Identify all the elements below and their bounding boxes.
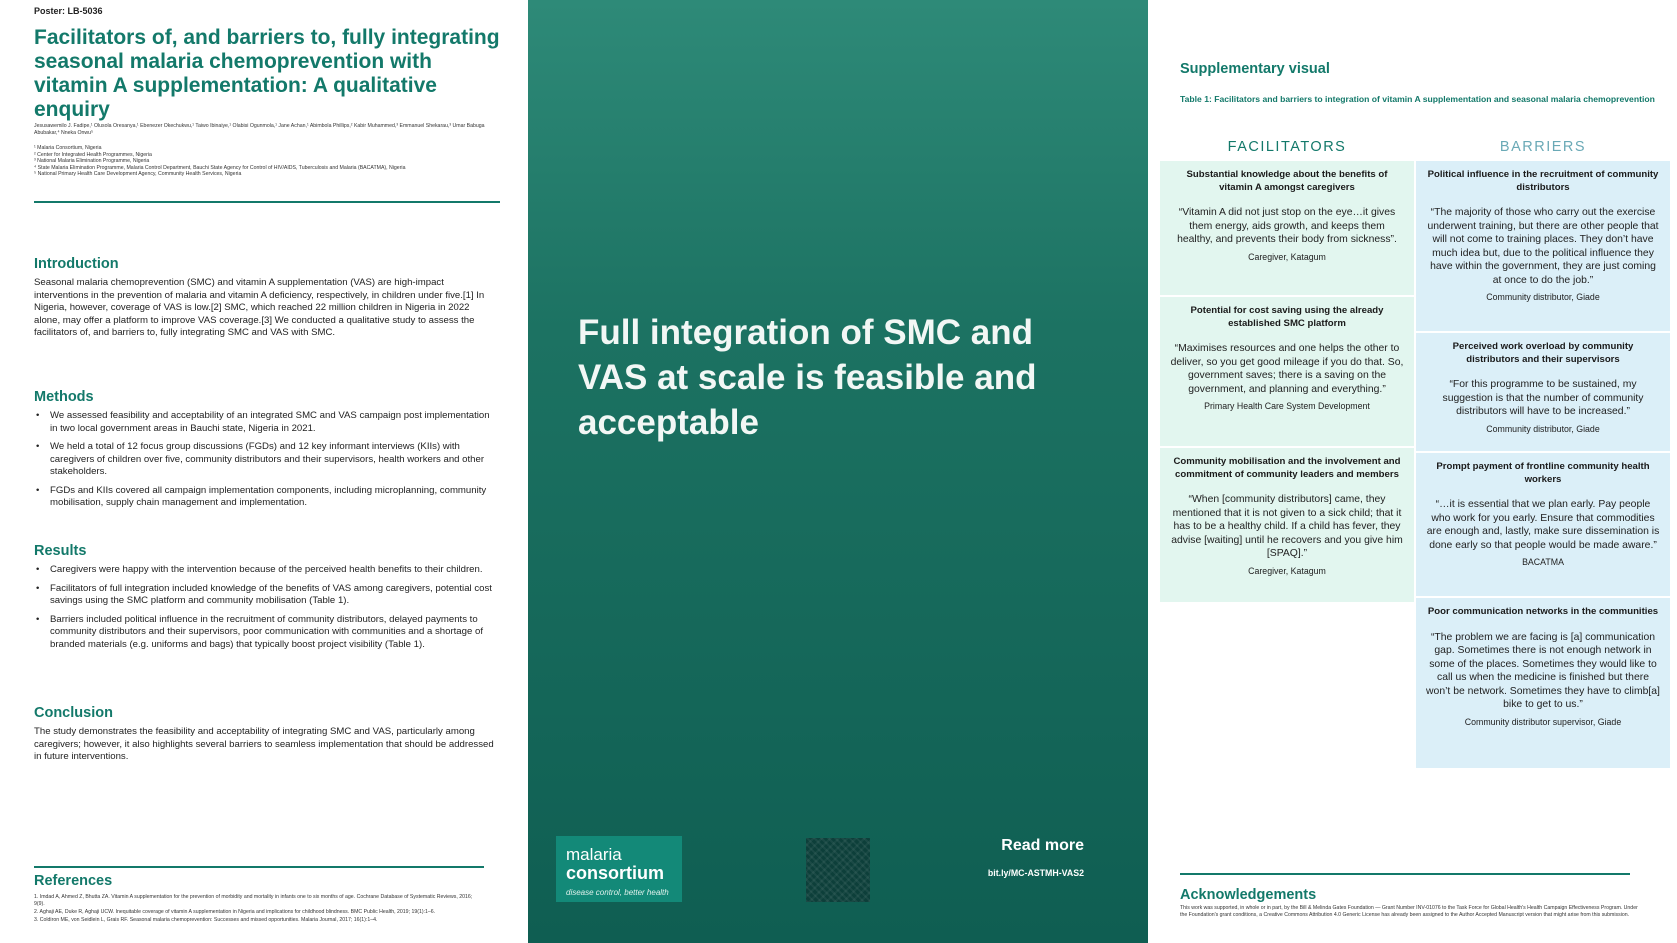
left-column — [0, 0, 528, 943]
list-item: • We held a total of 12 focus group discussions (FGDs) and 12 key informant interviews (KIIs) with caregivers of children over five, community distributors and their supervisors, health workers and other stakeholders. — [34, 441, 496, 479]
barrier-quote: “The majority of those who carry out the exercise underwent training, but there are other people that will not come to training places. They don’t have much idea but, due to the political influence they have within the government, they are just coming at once to do the job.” — [1427, 207, 1659, 286]
reference-item: 2. Aghaji AE, Duke R, Aghaji UCW. Inequitable coverage of vitamin A supplementation in Nigeria and implications for childhood blindness. BMC Public Health, 2019; 19(1):1–6. — [34, 908, 436, 915]
poster-title: Facilitators of, and barriers to, fully integrating seasonal malaria chemoprevention with vitamin A supplementation: A qualitative enquiry — [34, 26, 500, 121]
supplementary-heading: Supplementary visual — [1180, 61, 1330, 77]
facilitators-column-header: FACILITATORS — [1227, 139, 1347, 155]
affiliation-item: ² Center for Integrated Health Programmes, Nigeria — [34, 151, 152, 158]
facilitator-heading: Community mobilisation and the involvement and commitment of community leaders and members — [1173, 456, 1401, 480]
facilitator-quote: “When [community distributors] came, they mentioned that it is not given to a sick child; that it has to be a healthy child. If a child has fever, they advise [waiting] until he recovers and you give him [SPAQ].” — [1171, 494, 1403, 559]
acknowledgements-text: This work was supported, in whole or in part, by the Bill & Melinda Gates Foundation — Grant Number INV-01076 to the Task Force for Global Health's Health Campaign Effectiveness Program. Under the Foundation's grant conditions, a Creative Commons Attribution 4.0 Generic License has already been assigned to the Author Accepted Manuscript version that might arise from this submission. — [1180, 905, 1638, 918]
affiliation-list — [34, 145, 494, 178]
qr-code-icon[interactable] — [806, 838, 870, 902]
barrier-quote: “The problem we are facing is [a] communication gap. Sometimes there is not enough network in some of the places. Sometimes they would like to call us when the medicine is finished but there won’t be network. Sometimes they have to climb[a] bike to get to us.” — [1426, 631, 1660, 710]
acknowledgements-divider — [1180, 873, 1630, 875]
facilitator-heading: Potential for cost saving using the already established SMC platform — [1190, 305, 1384, 329]
barrier-card — [1416, 598, 1670, 768]
barrier-source: Community distributor, Giade — [1486, 423, 1600, 434]
methods-heading: Methods — [34, 389, 94, 405]
methods-list — [34, 410, 496, 516]
logo-word-consortium: consortium — [566, 863, 665, 883]
facilitator-heading: Substantial knowledge about the benefits of vitamin A amongst caregivers — [1186, 169, 1388, 193]
list-item: • Facilitators of full integration included knowledge of the benefits of VAS among caregivers, potential cost savings using the SMC platform and community mobilisation (Table 1). — [34, 583, 496, 608]
read-more-label: Read more — [1001, 837, 1084, 854]
results-heading: Results — [34, 543, 87, 559]
barrier-heading: Political influence in the recruitment of community distributors — [1427, 169, 1659, 193]
acknowledgements-heading: Acknowledgements — [1180, 887, 1317, 903]
barrier-quote: “…it is essential that we plan early. Pay people who work for you early. Ensure that commodities are enough and, lastly, make sure dissemination is done early so that people would be made aware.” — [1426, 499, 1660, 551]
facilitator-card — [1160, 297, 1414, 446]
affiliation-item: ³ National Malaria Elimination Programme, Nigeria — [34, 158, 150, 165]
references-heading: References — [34, 873, 113, 889]
facilitator-card — [1160, 448, 1414, 602]
facilitator-card — [1160, 161, 1414, 295]
malaria-consortium-logo — [556, 836, 682, 902]
conclusion-heading: Conclusion — [34, 705, 113, 721]
right-column — [1148, 0, 1677, 943]
barrier-source: BACATMA — [1522, 557, 1564, 567]
barrier-heading: Poor communication networks in the communities — [1427, 606, 1659, 617]
facilitator-quote: “Maximises resources and one helps the other to deliver, so you get good mileage if you do that. So, government saves; there is a saving on the government, and planning and everything.” — [1170, 343, 1404, 395]
barrier-source: Community distributor supervisor, Giade — [1464, 716, 1622, 727]
reference-item: 3. Coldiron ME, von Seidlein L, Grais RF. Seasonal malaria chemoprevention: Successes and missed opportunities. Malaria Journal, 2017; 16(1):1–4. — [34, 916, 378, 923]
affiliation-item: ⁵ National Primary Health Care Development Agency, Community Health Services, Nigeria — [34, 171, 242, 178]
results-list — [34, 564, 496, 657]
list-item: • FGDs and KIIs covered all campaign implementation components, including microplanning, community mobilisation, supply chain management and implementation. — [34, 485, 496, 510]
logo-word-malaria: malaria — [566, 845, 622, 864]
list-item: • Caregivers were happy with the intervention because of the perceived health benefits to their children. — [34, 564, 496, 577]
barrier-source: Community distributor, Giade — [1486, 292, 1600, 302]
key-message: Full integration of SMC and VAS at scale is feasible and acceptable — [578, 313, 1037, 442]
barrier-quote: “For this programme to be sustained, my suggestion is that the number of community distributors will have to be increased.” — [1442, 379, 1644, 417]
introduction-heading: Introduction — [34, 256, 119, 272]
references-divider — [34, 866, 484, 868]
barrier-card — [1416, 453, 1670, 596]
facilitator-source: Caregiver, Katagum — [1248, 251, 1326, 262]
introduction-text: Seasonal malaria chemoprevention (SMC) and vitamin A supplementation (VAS) are high-impact interventions in the prevention of malaria and vitamin A deficiency, respectively, in children under five.[1] In Nigeria, however, coverage of VAS is low.[2] SMC, which reached 22 million children in Nigeria in 2022 alone, may offer a platform to improve VAS coverage.[3] We conducted a qualitative study to assess the facilitators of, and barriers to, fully integrating SMC and VAS with SMC. — [34, 277, 485, 338]
facilitator-quote: “Vitamin A did not just stop on the eye…it gives them energy, aids growth, and keeps them healthy, and prevents their body from sickness”. — [1177, 207, 1397, 245]
list-item: • We assessed feasibility and acceptability of an integrated SMC and VAS campaign post implementation in two local government areas in Bauchi state, Nigeria in 2021. — [34, 410, 496, 435]
barrier-card — [1416, 333, 1670, 451]
reference-item: 1. Imdad A, Ahmed Z, Bhutta ZA. Vitamin A supplementation for the prevention of morbidity and mortality in infants one to six months of age. Cochrane Database of Systematic Reviews, 2016; 9(9). — [34, 894, 473, 907]
read-more-link[interactable]: bit.ly/MC-ASTMH-VAS2 — [987, 868, 1084, 878]
facilitator-source: Caregiver, Katagum — [1248, 565, 1326, 576]
conclusion-text: The study demonstrates the feasibility and acceptability of integrating SMC and VAS, particularly among caregivers; however, it also highlights several barriers to seamless implementation that should be addressed in future interventions. — [34, 726, 494, 762]
poster-id: Poster: LB-5036 — [34, 6, 103, 16]
barrier-heading: Prompt payment of frontline community health workers — [1436, 461, 1650, 485]
affiliation-item: ¹ Malaria Consortium, Nigeria — [34, 145, 102, 151]
reference-list — [34, 894, 484, 925]
affiliation-item: ⁴ State Malaria Elimination Programme, Malaria Control Department, Bauchi State Agency for Control of HIV/AIDS, Tuberculosis and Malaria (BACATMA), Nigeria — [34, 164, 406, 171]
key-message-panel — [528, 0, 1148, 943]
logo-tagline: disease control, better health — [566, 888, 669, 897]
barrier-heading: Perceived work overload by community distributors and their supervisors — [1452, 341, 1634, 365]
table-caption: Table 1: Facilitators and barriers to integration of vitamin A supplementation and seasonal malaria chemoprevention — [1180, 94, 1655, 104]
facilitator-source: Primary Health Care System Development — [1204, 401, 1370, 411]
barrier-card — [1416, 161, 1670, 331]
author-list: Jesusawemilo J. Fadipe,¹ Olusola Oresanya,¹ Ebenezer Okechukwu,¹ Taiwo Ibinaiye,¹ Olabisi Ogunmola,¹ Jane Achan,¹ Abimbola Phillips,² Kabir Muhammed,³ Emmanuel Shekarau,³ Umar Babuga Abubakar,⁴ Nneka Onwu⁵ — [34, 123, 485, 136]
list-item: • Barriers included political influence in the recruitment of community distributors, delayed payments to community distributors and their supervisors, poor communication with communities and a shortage of branded materials (e.g. uniforms and bags) that typically boost project visibility (Table 1). — [34, 614, 496, 652]
barriers-column-header: BARRIERS — [1499, 139, 1587, 155]
header-divider — [34, 201, 500, 203]
